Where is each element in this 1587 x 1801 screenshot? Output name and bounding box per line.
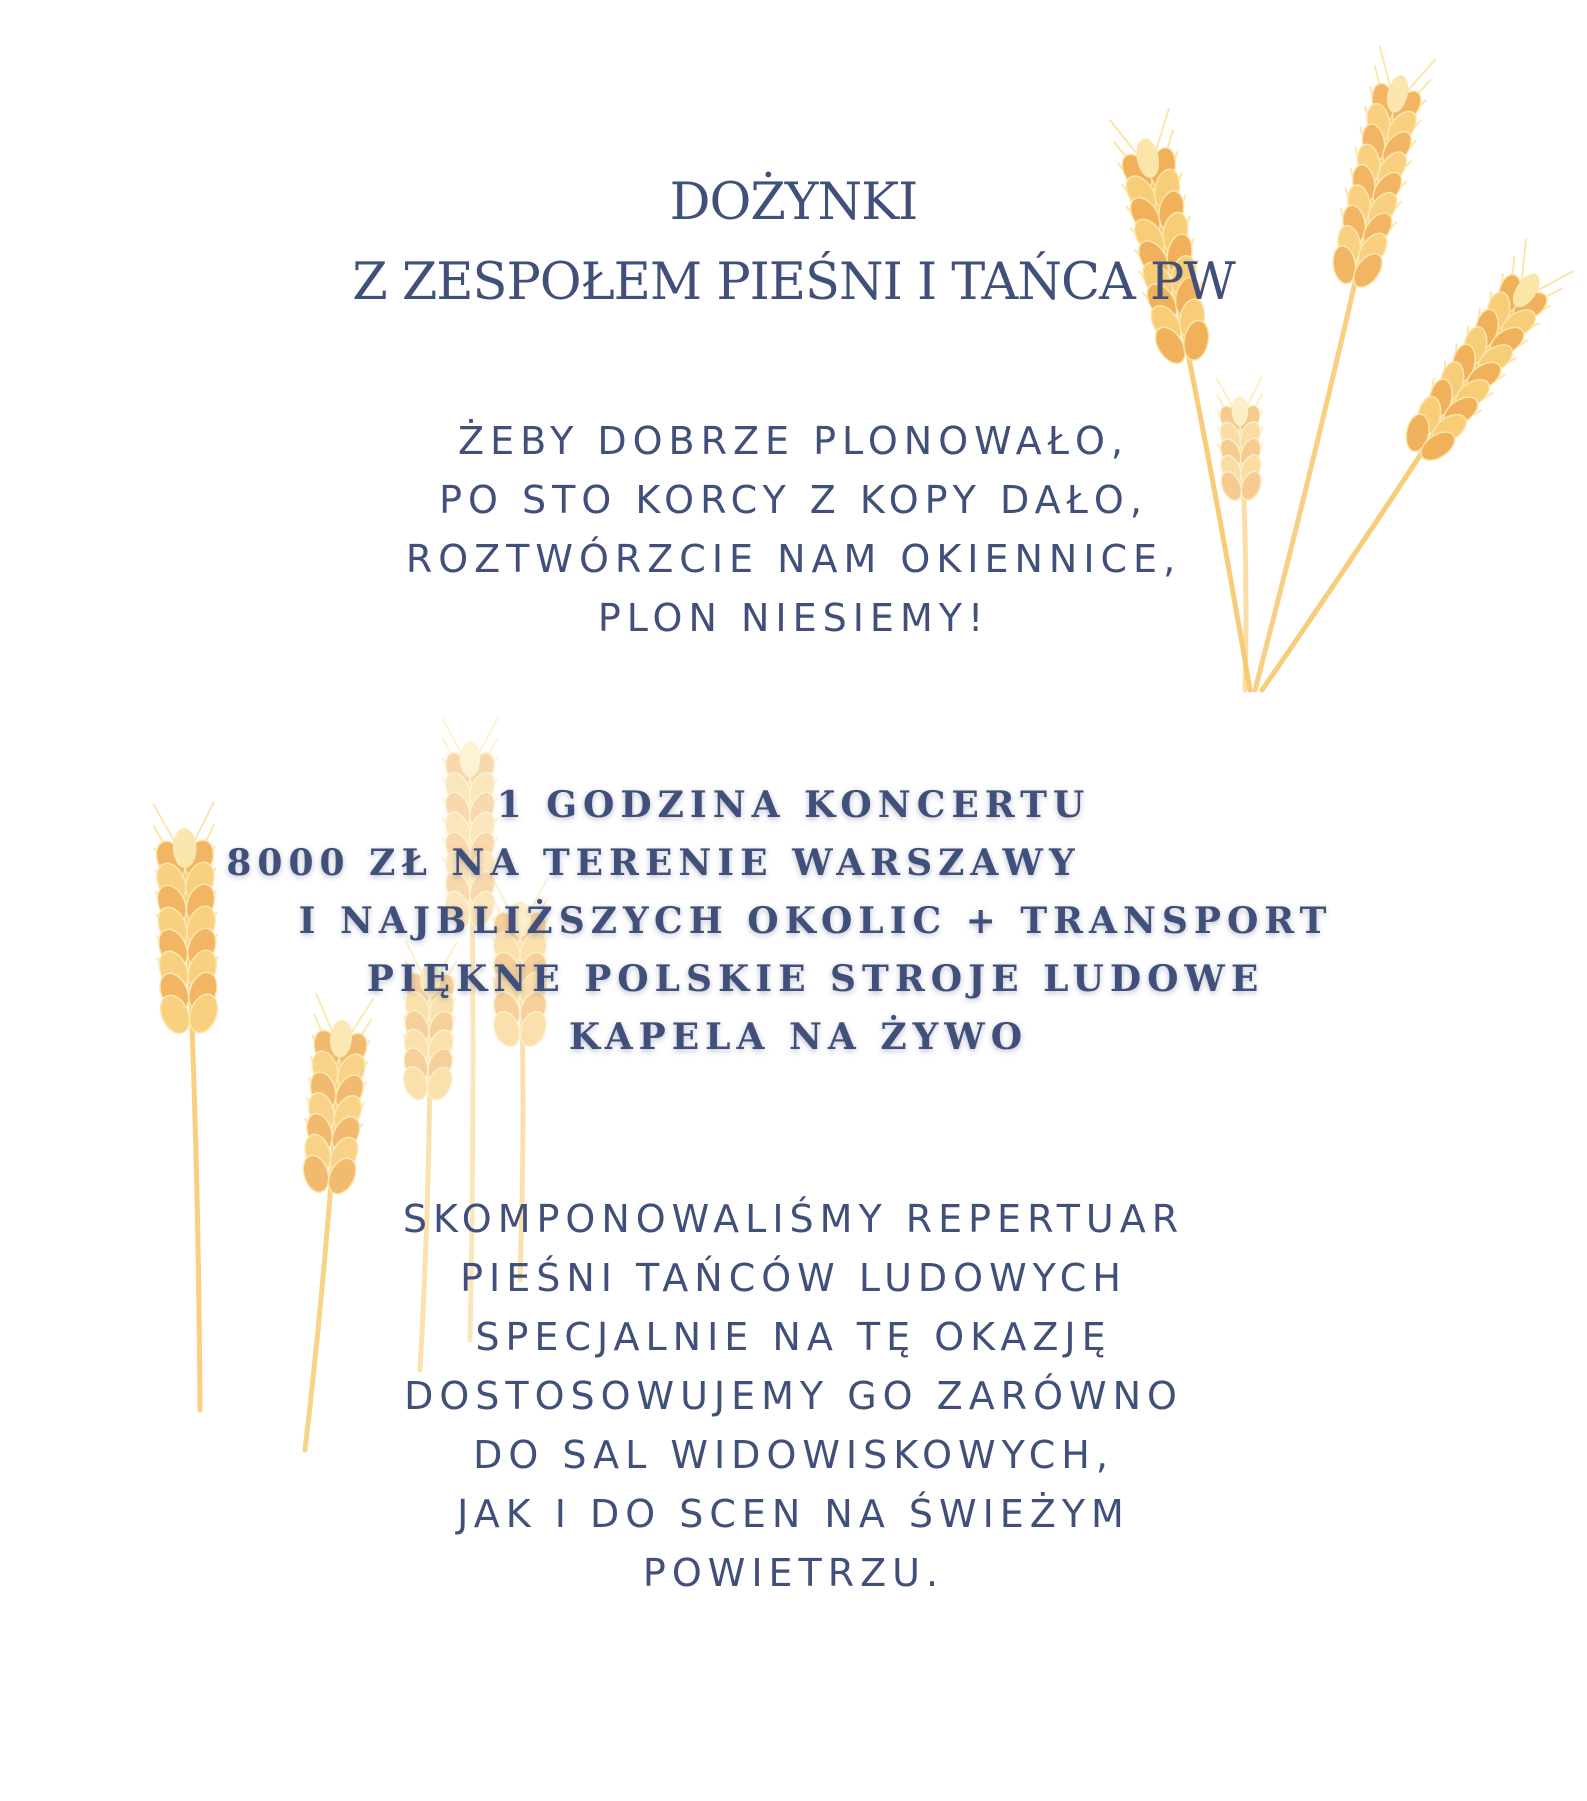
description-line: PIEŚNI TAŃCÓW LUDOWYCH [460, 1256, 1127, 1300]
description-line: JAK I DO SCEN NA ŚWIEŻYM [457, 1492, 1130, 1536]
title-line-1: DOŻYNKI [669, 173, 918, 232]
description-line: DO SAL WIDOWISKOWYCH, [473, 1433, 1114, 1477]
offer-line: 8000 ZŁ NA TERENIE WARSZAWY [226, 842, 1081, 884]
description-line: SPECJALNIE NA TĘ OKAZJĘ [475, 1315, 1112, 1359]
poem-line: PLON NIESIEMY! [597, 596, 990, 640]
poem-line: ROZTWÓRZCIE NAM OKIENNICE, [405, 537, 1182, 581]
harvest-poem [0, 412, 1587, 648]
description-line: SKOMPONOWALIŚMY REPERTUAR [402, 1197, 1185, 1241]
title-line-2: Z ZESPOŁEM PIEŚNI I TAŃCA PW [352, 253, 1235, 312]
offer-line: PIĘKNE POLSKIE STROJE LUDOWE [366, 958, 1265, 1000]
offer-line: I NAJBLIŻSZYCH OKOLIC + TRANSPORT [298, 900, 1333, 942]
poem-line: ŻEBY DOBRZE PLONOWAŁO, [458, 419, 1129, 463]
offer-line: KAPELA NA ŻYWO [568, 1016, 1029, 1058]
offer-details [0, 776, 1587, 1066]
page-title [0, 163, 1587, 323]
description-line: DOSTOSOWUJEMY GO ZARÓWNO [404, 1374, 1183, 1418]
repertoire-description [0, 1190, 1587, 1603]
offer-line: 1 GODZINA KONCERTU [496, 784, 1091, 826]
poem-line: PO STO KORCY Z KOPY DAŁO, [439, 478, 1148, 522]
description-line: POWIETRZU. [642, 1551, 945, 1595]
